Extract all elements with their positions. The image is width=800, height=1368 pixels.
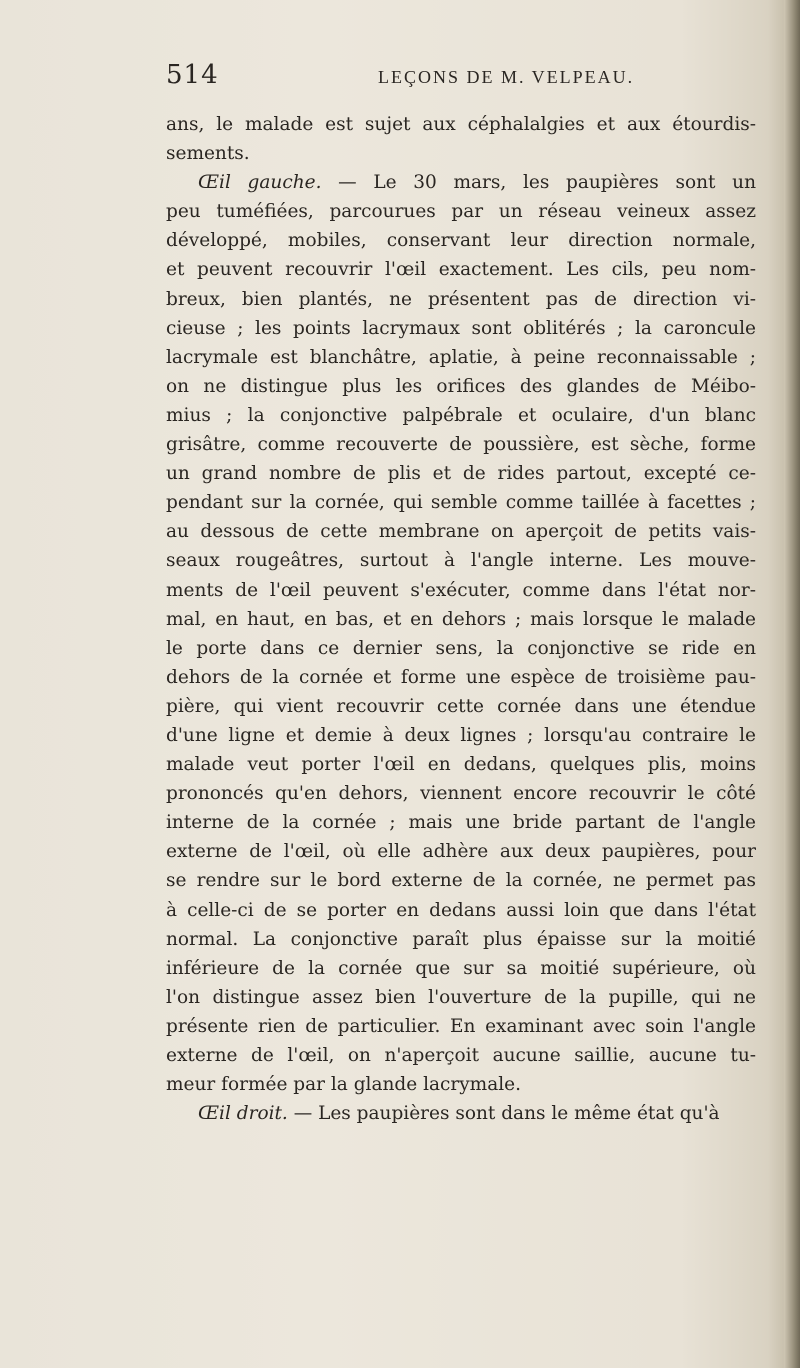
text-line: mal, en haut, en bas, et en dehors ; mais lorsque le malade [166,608,756,630]
text-line: malade veut porter l'œil en dedans, quelques plis, moins [166,754,756,776]
text-line: présente rien de particulier. En examinant avec soin l'angle [166,1015,756,1037]
text-line: on ne distingue plus les orifices des glandes de Méibo- [166,375,756,397]
text-fragment: — Les paupières sont dans le même état qu'à [287,1103,720,1125]
text-line: pendant sur la cornée, qui semble comme taillée à facettes ; [166,492,756,514]
section-heading-right-eye: Œil droit. [198,1103,288,1125]
text-line: externe de l'œil, où elle adhère aux deux paupières, pour [166,841,756,863]
text-line: externe de l'œil, on n'aperçoit aucune saillie, aucune tu- [166,1045,756,1066]
text-fragment: — Le 30 mars, les paupières sont un [321,172,756,194]
text-line: et peuvent recouvrir l'œil exactement. Les cils, peu nom- [166,259,756,281]
text-line: sements. [166,143,250,165]
text-line [166,1099,756,1128]
text-line: cieuse ; les points lacrymaux sont oblitérés ; la caroncule [166,317,756,339]
page-number: 514 [166,60,219,90]
text-line: interne de la cornée ; mais une bride partant de l'angle [166,812,756,834]
text-line: meur formée par la glande lacrymale. [166,1074,521,1096]
text-line: mius ; la conjonctive palpébrale et oculaire, d'un blanc [166,404,756,426]
text-line: l'on distingue assez bien l'ouverture de la pupille, qui ne [166,986,756,1008]
text-line: peu tuméfiées, parcourues par un réseau veineux assez [166,201,756,223]
running-title: LEÇONS DE M. VELPEAU. [378,67,635,87]
page-edge-shadow [784,0,800,1368]
text-line: ments de l'œil peuvent s'exécuter, comme dans l'état nor- [166,579,756,601]
text-line: breux, bien plantés, ne présentent pas de direction vi- [166,288,756,310]
running-header [166,60,742,94]
section-heading-left-eye: Œil gauche. [198,172,322,194]
text-line: un grand nombre de plis et de rides partout, excepté ce- [166,463,756,485]
text-line: lacrymale est blanchâtre, aplatie, à peine reconnaissable ; [166,346,756,368]
text-line [166,168,756,197]
text-line: développé, mobiles, conservant leur direction normale, [166,230,756,252]
text-line: pière, qui vient recouvrir cette cornée dans une étendue [166,695,756,717]
text-line: au dessous de cette membrane on aperçoit de petits vais- [166,521,756,543]
text-line: ans, le malade est sujet aux céphalalgies et aux étourdis- [166,114,756,135]
text-line: d'une ligne et demie à deux lignes ; lorsqu'au contraire le [166,724,756,746]
text-line: dehors de la cornée et forme une espèce de troisième pau- [166,666,756,688]
text-line: normal. La conjonctive paraît plus épaisse sur la moitié [166,928,756,950]
body-text [166,110,756,1128]
text-line: le porte dans ce dernier sens, la conjonctive se ride en [166,637,756,659]
text-line: prononcés qu'en dehors, viennent encore recouvrir le côté [166,783,756,805]
text-line: inférieure de la cornée que sur sa moitié supérieure, où [166,957,756,979]
text-line: seaux rougeâtres, surtout à l'angle interne. Les mouve- [166,550,756,572]
text-line: se rendre sur le bord externe de la cornée, ne permet pas [166,870,756,892]
text-line: grisâtre, comme recouverte de poussière, est sèche, forme [166,434,756,456]
text-line: à celle-ci de se porter en dedans aussi loin que dans l'état [166,899,756,921]
